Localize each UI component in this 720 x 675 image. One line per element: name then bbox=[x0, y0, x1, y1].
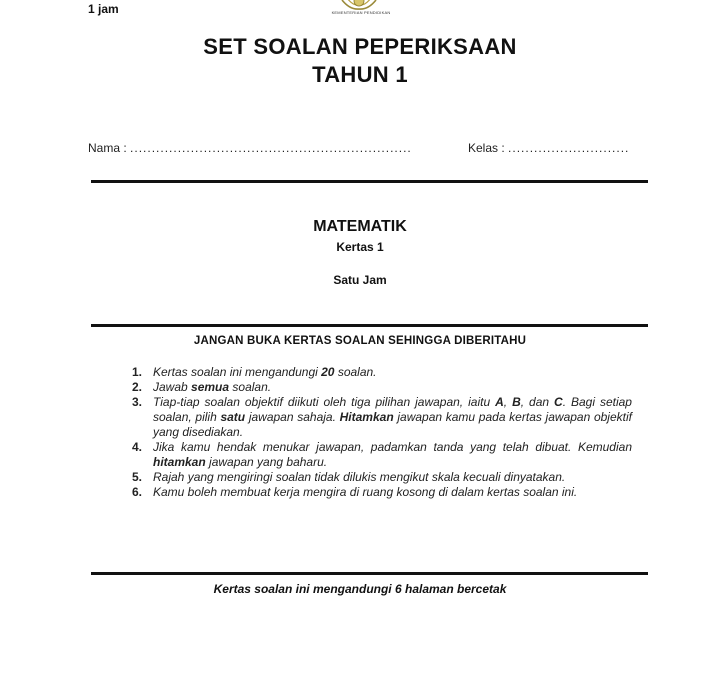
name-label: Nama : bbox=[88, 141, 127, 155]
exam-title: SET SOALAN PEPERIKSAAN bbox=[203, 34, 517, 59]
instructions-list bbox=[132, 365, 632, 500]
instruction-item bbox=[132, 440, 632, 470]
class-blank: ............................ bbox=[508, 141, 630, 155]
instruction-number: 3. bbox=[132, 395, 143, 409]
instruction-emphasis: semua bbox=[191, 380, 230, 394]
instruction-item bbox=[132, 470, 632, 485]
instruction-emphasis: C bbox=[554, 395, 563, 409]
instruction-text: Rajah yang mengiringi soalan tidak dilukis mengikut skala kecuali dinyatakan. bbox=[153, 470, 566, 484]
instruction-emphasis: hitamkan bbox=[153, 455, 206, 469]
divider-top bbox=[91, 180, 648, 183]
instruction-text: Kertas soalan ini mengandungi bbox=[153, 365, 322, 379]
class-field bbox=[468, 141, 629, 155]
instruction-text: , bbox=[503, 395, 513, 409]
instruction-item bbox=[132, 485, 632, 500]
instruction-item bbox=[132, 365, 632, 380]
instruction-text: Jika kamu hendak menukar jawapan, padamkan tanda yang telah dibuat. Kemudian bbox=[153, 440, 632, 454]
instruction-number: 5. bbox=[132, 470, 143, 484]
page-count-note: Kertas soalan ini mengandungi 6 halaman bercetak bbox=[213, 582, 507, 596]
instruction-text: soalan. bbox=[334, 365, 377, 379]
instruction-text: Kamu boleh membuat kerja mengira di ruang kosong di dalam kertas soalan ini. bbox=[153, 485, 578, 499]
name-field bbox=[88, 141, 412, 155]
instruction-item bbox=[132, 395, 632, 440]
ministry-name: KEMENTERIAN PENDIDIKAN bbox=[331, 10, 391, 15]
subject-title: MATEMATIK bbox=[313, 218, 407, 235]
instruction-emphasis: B bbox=[512, 395, 521, 409]
instruction-text: jawapan kamu pada kertas jawapan objektif yang disediakan. bbox=[153, 410, 632, 439]
paper-number: Kertas 1 bbox=[336, 240, 384, 254]
paper-duration: Satu Jam bbox=[333, 273, 387, 287]
instruction-number: 6. bbox=[132, 485, 143, 499]
divider-middle bbox=[91, 324, 648, 327]
instruction-text: . Bagi setiap soalan, pilih bbox=[153, 395, 632, 424]
divider-bottom bbox=[91, 572, 648, 575]
exam-year: TAHUN 1 bbox=[312, 62, 408, 87]
instruction-text: , dan bbox=[520, 395, 555, 409]
instruction-text: jawapan yang baharu. bbox=[205, 455, 328, 469]
instruction-emphasis: 20 bbox=[321, 365, 335, 379]
instruction-emphasis: satu bbox=[220, 410, 246, 424]
instruction-number: 1. bbox=[132, 365, 143, 379]
name-blank: ................................................................. bbox=[130, 141, 412, 155]
instruction-text: soalan. bbox=[229, 380, 272, 394]
instruction-emphasis: A bbox=[495, 395, 504, 409]
instruction-text: jawapan sahaja. bbox=[245, 410, 340, 424]
class-label: Kelas : bbox=[468, 141, 505, 155]
instruction-emphasis: Hitamkan bbox=[339, 410, 394, 424]
instruction-item bbox=[132, 380, 632, 395]
instruction-number: 4. bbox=[132, 440, 143, 454]
instruction-text: Tiap-tiap soalan objektif diikuti oleh tiga pilihan jawapan, iaitu bbox=[153, 395, 496, 409]
instruction-text: Jawab bbox=[153, 380, 192, 394]
duration-label: 1 jam bbox=[88, 2, 119, 16]
instruction-number: 2. bbox=[132, 380, 143, 394]
warning-heading: JANGAN BUKA KERTAS SOALAN SEHINGGA DIBERITAHU bbox=[193, 335, 527, 347]
